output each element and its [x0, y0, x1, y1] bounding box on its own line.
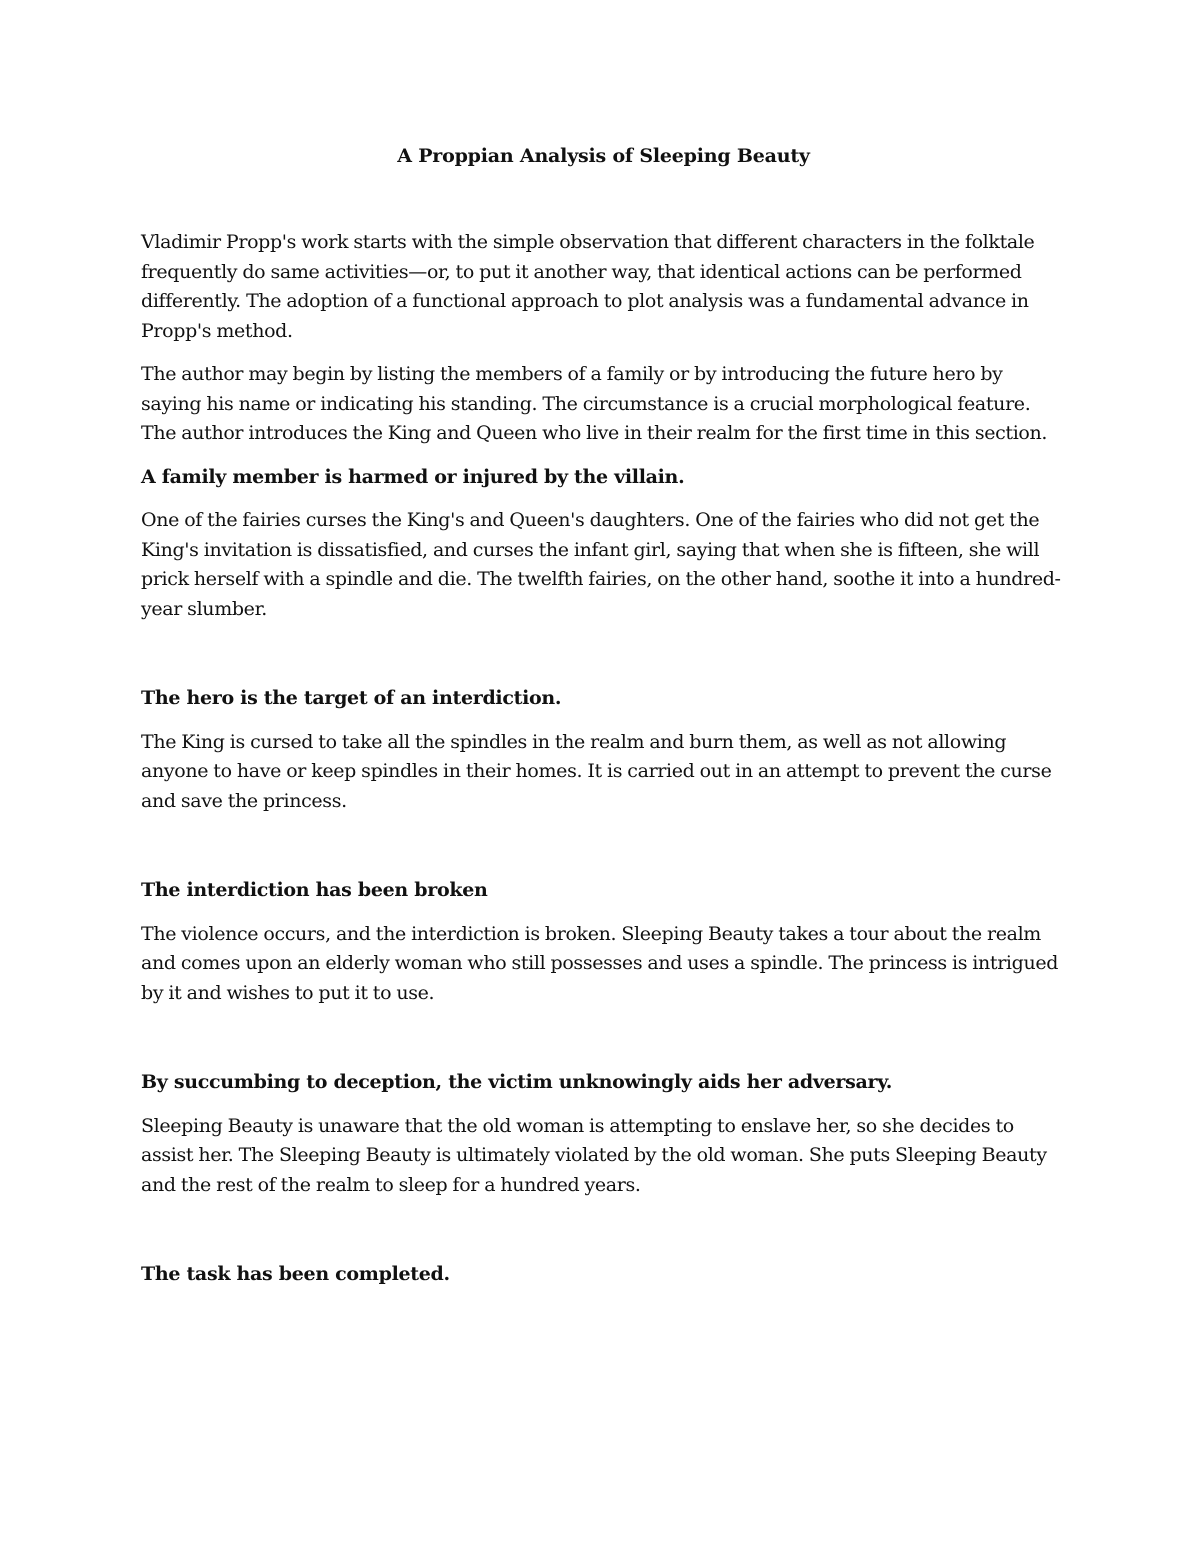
section-body-interdiction: The King is cursed to take all the spindles in the realm and burn them, as well as not allowing anyone to have or keep spindles in their homes. It is carried out in an attempt to prevent the curse and save the princess.: [141, 730, 1052, 812]
document-body: [141, 142, 1066, 1304]
section-heading-violation: The interdiction has been broken: [141, 879, 488, 901]
section-heading-task-completed: The task has been completed.: [141, 1263, 450, 1285]
intro-paragraph-1: Vladimir Propp's work starts with the simple observation that different characters in the folktale frequently do same activities—or, to put it another way, that identical actions can be performed differently. The adoption of a functional approach to plot analysis was a fundamental advance in Propp's method.: [141, 231, 1035, 342]
section-heading-interdiction: The hero is the target of an interdiction.: [141, 687, 562, 709]
section-body-villainy: One of the fairies curses the King's and Queen's daughters. One of the fairies who did not get the King's invitation is dissatisfied, and curses the infant girl, saying that when she is fifteen, she will prick herself with a spindle and die. The twelfth fairies, on the other hand, soothe it into a hundred-year slumber.: [141, 509, 1061, 620]
section-heading-villainy: A family member is harmed or injured by the villain.: [141, 465, 685, 488]
section-heading-complicity: By succumbing to deception, the victim unknowingly aids her adversary.: [141, 1071, 893, 1093]
intro-paragraph-2: The author may begin by listing the members of a family or by introducing the future hero by saying his name or indicating his standing. The circumstance is a crucial morphological feature. The author introduces the King and Queen who live in their realm for the first time in this section.: [141, 363, 1048, 444]
section-body-complicity: Sleeping Beauty is unaware that the old woman is attempting to enslave her, so she decides to assist her. The Sleeping Beauty is ultimately violated by the old woman. She puts Sleeping Beauty and the rest of the realm to sleep for a hundred years.: [141, 1114, 1047, 1196]
section-body-violation: The violence occurs, and the interdiction is broken. Sleeping Beauty takes a tour about the realm and comes upon an elderly woman who still possesses and uses a spindle. The princess is intrigued by it and wishes to put it to use.: [141, 922, 1059, 1004]
document-title: A Proppian Analysis of Sleeping Beauty: [397, 145, 810, 167]
